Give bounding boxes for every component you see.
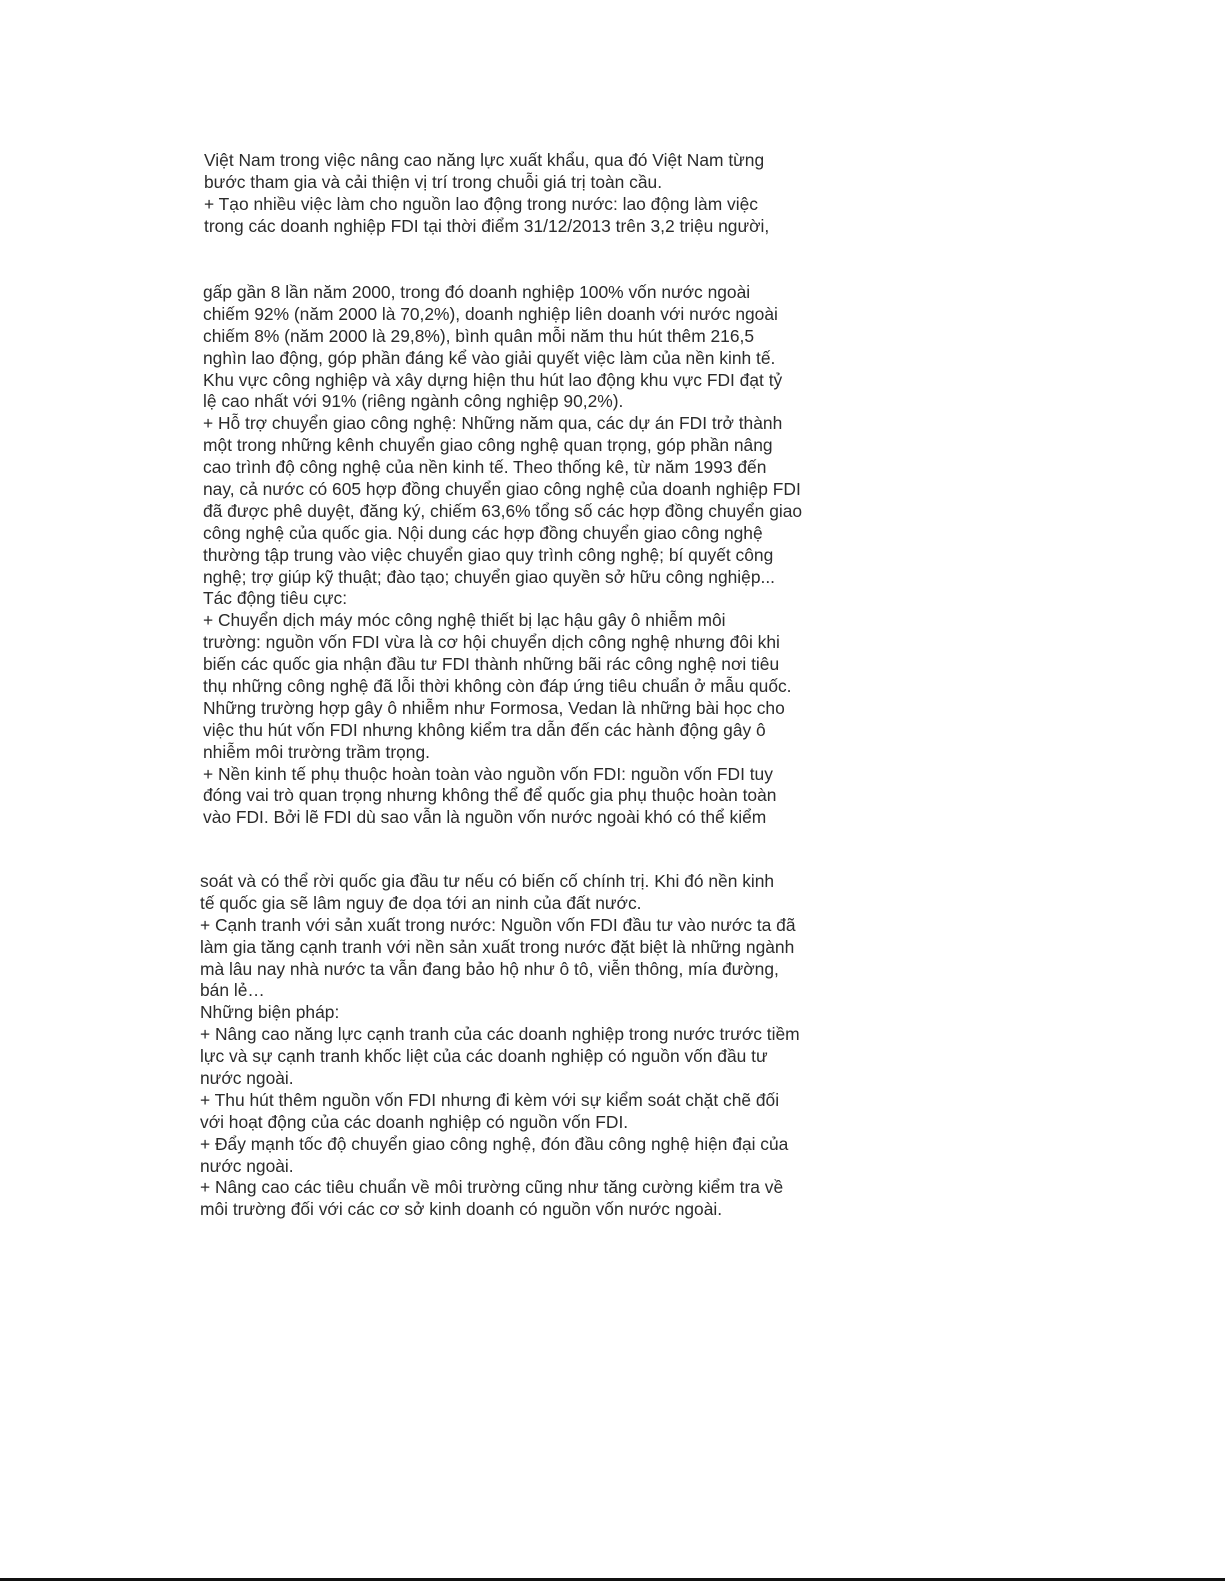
text-line: + Hỗ trợ chuyển giao công nghệ: Những năm qua, các dự án FDI trở thành [203,413,783,434]
text-block-middle [203,282,863,829]
text-line: việc thu hút vốn FDI nhưng không kiểm tra dẫn đến các hành động gây ô [203,719,766,740]
section-heading: Những biện pháp: [200,1002,340,1023]
text-line: làm gia tăng cạnh tranh với nền sản xuất trong nước đặt biệt là những ngành [200,936,795,957]
text-line: + Nâng cao năng lực cạnh tranh của các doanh nghiệp trong nước trước tiềm [200,1024,800,1045]
text-line: mà lâu nay nhà nước ta vẫn đang bảo hộ như ô tô, viễn thông, mía đường, [200,958,779,979]
text-line: Khu vực công nghiệp và xây dựng hiện thu hút lao động khu vực FDI đạt tỷ [203,369,783,390]
text-line: thường tập trung vào việc chuyển giao quy trình công nghệ; bí quyết công [203,544,774,565]
text-line: + Nền kinh tế phụ thuộc hoàn toàn vào nguồn vốn FDI: nguồn vốn FDI tuy [203,763,773,784]
text-line: chiếm 92% (năm 2000 là 70,2%), doanh nghiệp liên doanh với nước ngoài [203,303,778,324]
text-line: nghệ; trợ giúp kỹ thuật; đào tạo; chuyển giao quyền sở hữu công nghiệp... [203,566,776,587]
text-line: chiếm 8% (năm 2000 là 29,8%), bình quân mỗi năm thu hút thêm 216,5 [203,325,755,346]
text-line: nước ngoài. [200,1155,294,1176]
text-line: bán lẻ… [200,980,265,1001]
text-line: thụ những công nghệ đã lỗi thời không còn đáp ứng tiêu chuẩn ở mẫu quốc. [203,676,792,697]
text-line: cao trình độ công nghệ của nền kinh tế. Theo thống kê, từ năm 1993 đến [203,457,767,478]
text-line: bước tham gia và cải thiện vị trí trong chuỗi giá trị toàn cầu. [204,171,663,192]
text-line: nước ngoài. [200,1068,294,1089]
text-line: + Đẩy mạnh tốc độ chuyển giao công nghệ, đón đầu công nghệ hiện đại của [200,1133,789,1154]
text-line: lực và sự cạnh tranh khốc liệt của các doanh nghiệp có nguồn vốn đầu tư [200,1046,768,1067]
text-line: + Tạo nhiều việc làm cho nguồn lao động trong nước: lao động làm việc [204,193,758,214]
text-line: + Thu hút thêm nguồn vốn FDI nhưng đi kèm với sự kiểm soát chặt chẽ đối [200,1089,780,1110]
text-line: + Cạnh tranh với sản xuất trong nước: Nguồn vốn FDI đầu tư vào nước ta đã [200,914,796,935]
text-line: + Nâng cao các tiêu chuẩn về môi trường cũng như tăng cường kiểm tra về [200,1177,784,1198]
text-block-top [204,150,864,238]
text-line: trong các doanh nghiệp FDI tại thời điểm 31/12/2013 trên 3,2 triệu người, [204,215,770,236]
text-line: nay, cả nước có 605 hợp đồng chuyển giao công nghệ của doanh nghiệp FDI [203,479,801,500]
text-line: môi trường đối với các cơ sở kinh doanh có nguồn vốn nước ngoài. [200,1199,723,1220]
text-line: công nghệ của quốc gia. Nội dung các hợp đồng chuyển giao công nghệ [203,522,763,543]
text-line: Những trường hợp gây ô nhiễm như Formosa, Vedan là những bài học cho [203,697,785,718]
text-line: nghìn lao động, góp phần đáng kể vào giải quyết việc làm của nền kinh tế. [203,347,776,368]
text-line: gấp gần 8 lần năm 2000, trong đó doanh nghiệp 100% vốn nước ngoài [203,282,751,302]
text-line: một trong những kênh chuyển giao công nghệ quan trọng, góp phần nâng [203,435,773,456]
page-bottom-border [0,1578,1225,1581]
text-line: lệ cao nhất với 91% (riêng ngành công nghiệp 90,2%). [203,391,624,412]
text-line: biến các quốc gia nhận đầu tư FDI thành những bãi rác công nghệ nơi tiêu [203,654,780,675]
text-line: trường: nguồn vốn FDI vừa là cơ hội chuyển dịch công nghệ nhưng đôi khi [203,632,780,653]
text-line: với hoạt động của các doanh nghiệp có nguồn vốn FDI. [200,1111,629,1132]
text-line: + Chuyển dịch máy móc công nghệ thiết bị lạc hậu gây ô nhiễm môi [203,610,726,631]
text-line: soát và có thể rời quốc gia đầu tư nếu có biến cố chính trị. Khi đó nền kinh [200,871,775,891]
text-line: đã được phê duyệt, đăng ký, chiếm 63,6% tổng số các hợp đồng chuyển giao [203,500,803,521]
text-block-bottom [200,871,860,1221]
text-line: Việt Nam trong việc nâng cao năng lực xuất khẩu, qua đó Việt Nam từng [204,150,765,170]
text-line: đóng vai trò quan trọng nhưng không thể để quốc gia phụ thuộc hoàn toàn [203,785,777,806]
text-line: tế quốc gia sẽ lâm nguy đe dọa tới an ninh của đất nước. [200,892,642,913]
section-heading: Tác động tiêu cực: [203,588,348,609]
text-line: nhiễm môi trường trầm trọng. [203,741,430,762]
text-line: vào FDI. Bởi lẽ FDI dù sao vẫn là nguồn vốn nước ngoài khó có thể kiểm [203,807,767,828]
